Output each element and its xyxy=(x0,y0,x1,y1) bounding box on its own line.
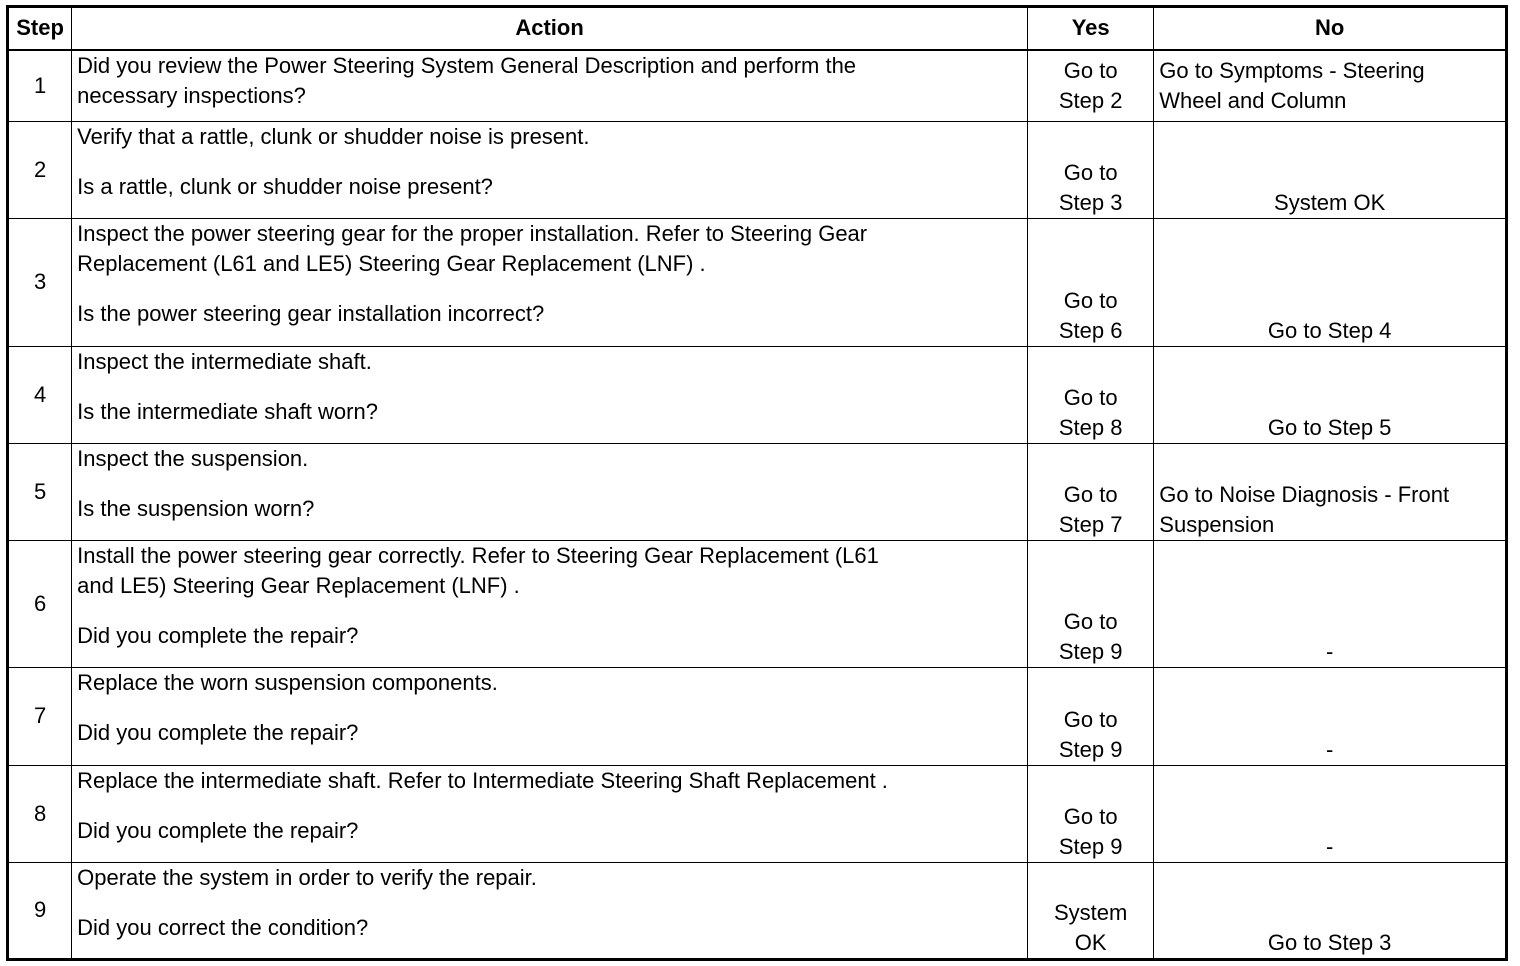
action-question: Is a rattle, clunk or shudder noise present? xyxy=(77,174,493,200)
yes-text: Step 7 xyxy=(1058,512,1123,538)
action-text: Did you review the Power Steering System General Description and perform the xyxy=(77,52,857,78)
table-row xyxy=(8,765,1507,862)
yes-text: Go to xyxy=(1063,609,1118,635)
step-number: 7 xyxy=(8,668,72,765)
yes-cell xyxy=(1028,219,1154,346)
action-text: and LE5) Steering Gear Replacement (LNF) . xyxy=(77,573,520,599)
action-question: Is the suspension worn? xyxy=(77,495,315,521)
action-text: Inspect the intermediate shaft. xyxy=(77,348,372,374)
action-question: Is the intermediate shaft worn? xyxy=(77,398,378,424)
yes-cell xyxy=(1028,541,1154,668)
yes-cell xyxy=(1028,122,1154,219)
step-number: 4 xyxy=(8,346,72,443)
action-cell xyxy=(72,668,1028,765)
action-question: Is the power steering gear installation incorrect? xyxy=(77,301,545,327)
yes-text: Step 9 xyxy=(1058,833,1123,859)
yes-cell xyxy=(1028,443,1154,540)
yes-cell xyxy=(1028,346,1154,443)
yes-text: Step 3 xyxy=(1058,190,1123,216)
action-text: Inspect the power steering gear for the proper installation. Refer to Steering Gear xyxy=(77,221,868,247)
no-cell xyxy=(1154,346,1507,443)
no-cell xyxy=(1154,122,1507,219)
action-cell xyxy=(72,219,1028,346)
step-number: 6 xyxy=(8,541,72,668)
step-number: 8 xyxy=(8,765,72,862)
yes-cell xyxy=(1028,50,1154,122)
action-cell xyxy=(72,862,1028,959)
yes-text: Go to xyxy=(1063,384,1118,410)
yes-text: Go to xyxy=(1063,706,1118,732)
no-cell xyxy=(1154,862,1507,959)
header-no: No xyxy=(1154,7,1507,50)
yes-text: Go to xyxy=(1063,482,1118,508)
no-cell xyxy=(1154,443,1507,540)
no-cell xyxy=(1154,50,1507,122)
header-action: Action xyxy=(72,7,1028,50)
action-cell xyxy=(72,122,1028,219)
no-text: Wheel and Column xyxy=(1159,87,1347,113)
action-text: Verify that a rattle, clunk or shudder noise is present. xyxy=(77,124,590,150)
step-number: 5 xyxy=(8,443,72,540)
table-row xyxy=(8,346,1507,443)
action-cell xyxy=(72,443,1028,540)
yes-text: Go to xyxy=(1063,160,1118,186)
no-cell xyxy=(1154,765,1507,862)
no-text: Suspension xyxy=(1159,512,1275,538)
yes-text: Step 9 xyxy=(1058,639,1123,665)
yes-text: System xyxy=(1053,900,1128,925)
no-text: - xyxy=(1325,639,1334,665)
table-row xyxy=(8,50,1507,122)
step-number: 3 xyxy=(8,219,72,346)
diagnostic-table xyxy=(6,5,1508,961)
no-text: Go to Step 3 xyxy=(1267,930,1392,955)
no-text: System OK xyxy=(1274,190,1386,216)
no-cell xyxy=(1154,219,1507,346)
yes-text: Go to xyxy=(1063,57,1118,83)
yes-cell xyxy=(1028,765,1154,862)
table-row xyxy=(8,668,1507,765)
yes-text: Go to xyxy=(1063,287,1118,313)
action-text: Replace the intermediate shaft. Refer to Intermediate Steering Shaft Replacement . xyxy=(77,767,888,793)
action-cell xyxy=(72,50,1028,122)
no-text: Go to Step 4 xyxy=(1267,317,1392,343)
no-text: - xyxy=(1325,833,1334,859)
action-text: Inspect the suspension. xyxy=(77,445,309,471)
no-text: Go to Noise Diagnosis - Front xyxy=(1159,482,1450,508)
table-row xyxy=(8,541,1507,668)
action-text: necessary inspections? xyxy=(77,82,306,108)
table-row xyxy=(8,443,1507,540)
action-cell xyxy=(72,765,1028,862)
step-number: 1 xyxy=(8,50,72,122)
action-text: Install the power steering gear correctly. Refer to Steering Gear Replacement (L61 xyxy=(77,543,879,569)
no-text: Go to Symptoms - Steering xyxy=(1159,57,1425,83)
yes-text: Step 6 xyxy=(1058,317,1123,343)
step-number: 9 xyxy=(8,862,72,959)
action-text: Operate the system in order to verify the repair. xyxy=(77,864,537,890)
yes-text: OK xyxy=(1074,930,1107,955)
action-cell xyxy=(72,346,1028,443)
action-text: Replacement (L61 and LE5) Steering Gear Replacement (LNF) . xyxy=(77,251,706,277)
action-text: Replace the worn suspension components. xyxy=(77,670,498,696)
action-question: Did you complete the repair? xyxy=(77,720,359,746)
action-question: Did you correct the condition? xyxy=(77,914,369,940)
header-yes: Yes xyxy=(1028,7,1154,50)
step-number: 2 xyxy=(8,122,72,219)
yes-text: Step 2 xyxy=(1058,87,1123,113)
yes-cell xyxy=(1028,862,1154,959)
yes-text: Step 8 xyxy=(1058,414,1123,440)
header-row xyxy=(8,7,1507,50)
action-cell xyxy=(72,541,1028,668)
no-text: Go to Step 5 xyxy=(1267,414,1392,440)
yes-text: Step 9 xyxy=(1058,736,1123,762)
action-question: Did you complete the repair? xyxy=(77,623,359,649)
no-text: - xyxy=(1325,736,1334,762)
action-question: Did you complete the repair? xyxy=(77,817,359,843)
yes-text: Go to xyxy=(1063,803,1118,829)
yes-cell xyxy=(1028,668,1154,765)
table-row xyxy=(8,862,1507,959)
table-row xyxy=(8,219,1507,346)
table-row xyxy=(8,122,1507,219)
header-step: Step xyxy=(8,7,72,50)
no-cell xyxy=(1154,541,1507,668)
no-cell xyxy=(1154,668,1507,765)
